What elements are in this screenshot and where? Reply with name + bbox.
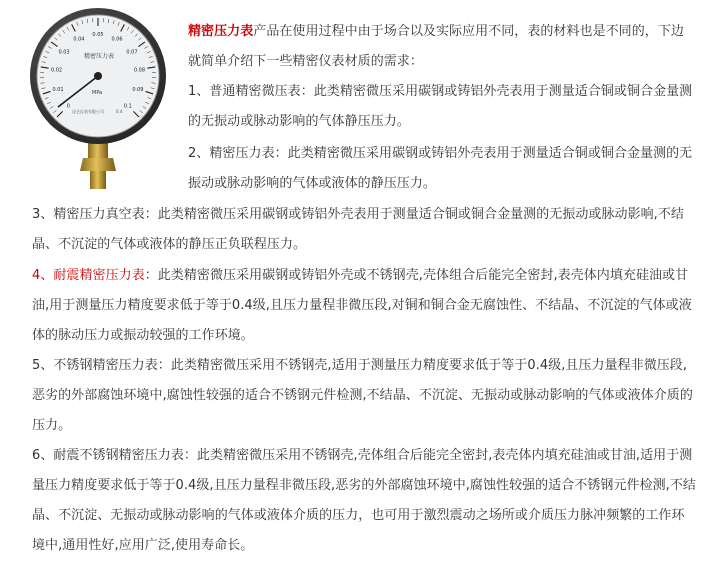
item-4-paragraph (32, 261, 697, 351)
gauge-scale-label: 0.04 (73, 36, 85, 43)
gauge-scale-label: 0.1 (123, 103, 132, 110)
gauge-needle-hub (94, 72, 102, 80)
intro-keyword: 精密压力表 (188, 24, 254, 39)
gauge-scale-label: 0.02 (50, 67, 63, 74)
gauge-scale-label: 0 (66, 103, 70, 110)
item-1-paragraph: 1、普通精密微压表：此类精密微压采用碳钢或铸铝外壳表用于测量适合铜或铜合金量测的无振动或脉动影响的气体静压压力。 (188, 84, 693, 129)
gauge-illustration (28, 6, 168, 191)
item-3-paragraph: 3、精密压力真空表：此类精密微压采用碳钢或铸铝外壳表用于测量适合铜或铜合金量测的无振动或脉动影响,不结晶、不沉淀的气体或液体的静压正负联程压力。 (32, 207, 684, 252)
item-2-paragraph: 2、精密压力表：此类精密微压采用碳钢或铸铝外壳表用于测量适合铜或铜合金量测的无振动或脉动影响的气体或液体的静压压力。 (188, 146, 693, 191)
gauge-scale-label: 0.05 (92, 32, 104, 38)
gauge-thread (90, 171, 106, 189)
item-6-paragraph: 6、耐震不锈钢精密压力表：此类精密微压采用不锈钢壳,壳体组合后能完全密封,表壳体内填充硅油或甘油,适用于测量压力精度要求低于等于0.4级,且压力量程非微压段,恶劣的外部腐蚀环境中,腐蚀性较强的适合不锈钢元件检测,不结晶、不沉淀、无振动或脉动影响的气体或液体介质的压力，也可用于激烈震动之场所或介质压力脉冲频繁的工作环境中,通用性好,应用广泛,使用寿命长。 (32, 448, 696, 553)
gauge-scale-label: 0.01 (52, 86, 64, 93)
intro-paragraph (188, 17, 693, 77)
gauge-scale-label: 0.06 (111, 36, 123, 43)
intro-text: 产品在使用过程中由于场合以及实际应用不同，表的材料也是不同的，下边就简单介绍下一些精密仪表材质的需求： (188, 24, 684, 69)
item-4-prefix: 4、 (32, 268, 54, 283)
item-5-paragraph: 5、不锈钢精密压力表：此类精密微压采用不锈钢壳,适用于测量压力精度要求低于等于0.4级,且压力量程非微压段,恶劣的外部腐蚀环境中,腐蚀性较强的适合不锈钢元件检测,不结晶、不沉淀、无振动或脉动影响的气体或液体介质的压力。 (32, 358, 693, 433)
gauge-unit: MPa (92, 90, 103, 96)
gauge-scale-label: 0.08 (133, 67, 146, 74)
gauge-nameplate: 昆仑仪表有限公司 (72, 109, 104, 114)
gauge-scale-label: 0.07 (126, 49, 138, 56)
item-4-keyword: 耐震精密压力表 (53, 268, 145, 283)
gauge-scale-label: 0.03 (58, 49, 70, 56)
gauge-scale-label: 0.09 (132, 86, 144, 93)
pressure-gauge-photo (28, 6, 168, 191)
gauge-accuracy-class: 0.4 (116, 109, 123, 114)
item-4-text: ：此类精密微压采用碳钢或铸铝外壳或不锈钢壳,壳体组合后能完全密封,表壳体内填充硅油或甘油,用于测量压力精度要求低于等于0.4级,且压力量程非微压段,对铜和铜合金无腐蚀性、不结晶、不沉淀的气体或液体的脉动压力或振动较强的工作环境。 (32, 268, 692, 343)
gauge-hex-nut (80, 158, 116, 171)
gauge-dial-label: 精密压力表 (84, 53, 115, 60)
